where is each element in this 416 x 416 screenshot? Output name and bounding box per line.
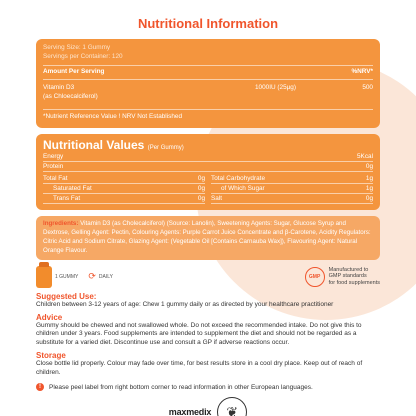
nutrient-label: of Which Sugar [221,184,265,192]
badges-row [36,266,380,288]
item-amount: 1000IU (25µg) [255,83,296,91]
energy-label: Energy [43,152,64,160]
amount-header: Amount Per Serving [43,68,105,76]
nutrient-value: 1g [365,174,373,182]
warning-icon: ! [36,383,44,391]
tree-logo-icon: ❦ [217,397,247,416]
nutrient-label: Total Fat [43,174,68,182]
gmp-icon: GMP [305,267,325,287]
dose-label: 1 GUMMY [55,273,79,280]
protein-value: 0g [365,162,373,170]
item-name: Vitamin D3 [43,83,75,91]
total-carbohydrate-row [211,174,373,184]
nutrition-values-title [43,138,373,152]
amount-header-row [43,65,373,80]
sugar-row [211,184,373,194]
energy-value: 5Kcal [357,152,373,160]
nrv-footnote: *Nutrient Reference Value ! NRV Not Established [43,109,373,122]
nutrient-value: 0g [365,194,373,202]
nutrition-values-heading: Nutritional Values [43,137,145,152]
brand-footer [36,397,380,416]
nutrient-value: 0g [197,194,205,202]
serving-panel [36,39,380,128]
vitamin-d3-row [43,84,373,101]
suggested-use-body: Children between 3-12 years of age: Chew 1 gummy daily or as directed by your healthcare practitioner [36,300,334,308]
item-nrv: 500 [362,83,373,91]
gmp-line: for food supplements [328,280,380,287]
servings-per-container: Servings per Container: 120 [43,52,123,60]
ingredients-label: Ingredients: [43,219,79,227]
trans-fat-row [43,194,205,204]
bottle-icon [36,266,52,288]
gmp-line: GMP standards [328,273,367,280]
nutrient-label: Saturated Fat [53,184,92,192]
notice-text: Please peel label from right bottom corner to read information in other European languages. [49,383,313,391]
serving-size: Serving Size: 1 Gummy [43,44,111,51]
ingredients-text: Vitamin D3 (as Cholecalciferol) (Source: Lanolin), Sweetening Agents: Sugar, Glucose Syrup and Dextrose, Gelling Agent: Pectin, Colouring Agents: Purple Carrot Juice Concentrate and β-Carotene, Acidity Regulators: Citric Acid and Sodium Citrate, Glazing Agent: (Vegetable Oil [Contains Carnauba Wax]), Flavouring Agent: Natural Orange Flavour. [43,219,371,254]
nutrient-label: Total Carbohydrate [211,174,265,182]
ingredients-panel [36,216,380,260]
refresh-icon: ⟳ [88,271,96,282]
nutrient-value: 0g [197,184,205,192]
saturated-fat-row [43,184,205,194]
brand-name: maxmedix [168,407,212,416]
nrv-header: %NRV* [351,68,373,76]
advice-body: Gummy should be chewed and not swallowed whole. Do not exceed the recommended intake. Do not give this to children under 3 years. Food supplements are intended to supplement the diet and should not be regarded as a substitute for a varied diet. Discontinue use and consult a GP if adverse reactions occur. [36,321,362,347]
nutrient-label: Salt [211,194,223,202]
salt-row [211,194,373,204]
gmp-badge [305,267,380,287]
nutrition-values-panel [36,134,380,210]
storage-title: Storage [36,350,66,360]
page-title: Nutritional Information [137,16,279,31]
advice-title: Advice [36,312,63,322]
nutrient-label: Trans Fat [53,194,81,202]
gmp-line: Manufactured to [328,266,369,273]
dose-badge [36,266,78,288]
nutrient-value: 0g [197,174,205,182]
storage-body: Close bottle lid properly. Colour may fade over time, for best results store in a cool dry place. Keep out of reach of children. [36,359,363,376]
peel-label-notice [36,383,380,391]
suggested-use-title: Suggested Use: [36,291,97,301]
nutrition-values-subtitle: (Per Gummy) [147,144,184,151]
daily-label: DAILY [98,273,113,280]
nutrient-value: 1g [365,184,373,192]
nutrition-grid [43,174,373,204]
protein-label: Protein [43,162,64,170]
item-sub: (as Chloecalciferol) [43,92,98,100]
protein-row [43,162,373,172]
energy-row [43,152,373,162]
daily-badge [88,271,113,282]
total-fat-row [43,174,205,184]
